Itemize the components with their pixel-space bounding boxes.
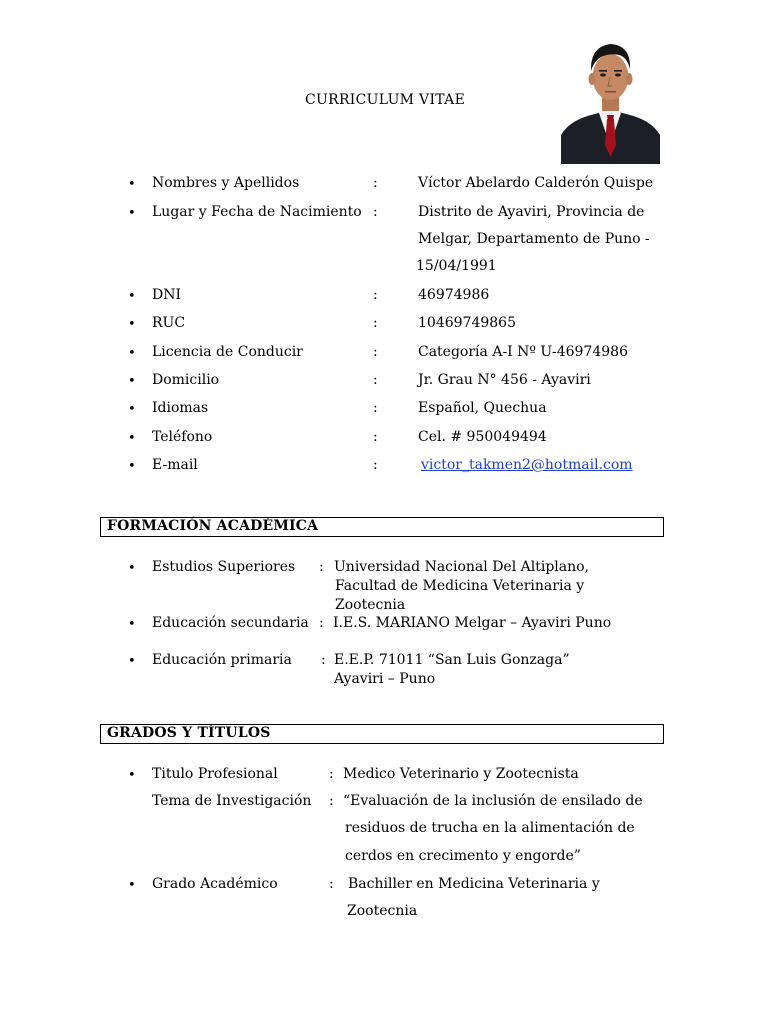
colon: : bbox=[373, 400, 378, 416]
label-idiomas: Idiomas bbox=[152, 400, 209, 416]
bullet: • bbox=[128, 177, 136, 192]
colon: : bbox=[373, 344, 378, 360]
value-superiores-line-3: Zootecnia bbox=[335, 597, 406, 613]
bullet: • bbox=[128, 431, 136, 446]
label-nombres: Nombres y Apellidos bbox=[152, 175, 300, 191]
label-dni: DNI bbox=[152, 287, 182, 303]
colon: : bbox=[319, 615, 324, 631]
bullet: • bbox=[128, 878, 136, 893]
value-tema-line-1: “Evaluación de la inclusión de ensilado de bbox=[343, 793, 643, 809]
value-licencia: Categoría A-I Nº U-46974986 bbox=[418, 344, 628, 360]
label-domicilio: Domicilio bbox=[152, 372, 220, 388]
colon: : bbox=[373, 175, 378, 191]
colon: : bbox=[319, 559, 324, 575]
colon: : bbox=[329, 793, 334, 809]
label-titulo-profesional: Titulo Profesional bbox=[152, 766, 278, 782]
colon: : bbox=[373, 372, 378, 388]
colon: : bbox=[373, 287, 378, 303]
bullet: • bbox=[128, 561, 136, 576]
value-idiomas: Español, Quechua bbox=[418, 400, 547, 416]
label-lugar-fecha: Lugar y Fecha de Nacimiento bbox=[152, 204, 362, 220]
value-primaria-line-1: E.E.P. 71011 “San Luis Gonzaga” bbox=[334, 652, 570, 668]
colon: : bbox=[321, 652, 326, 668]
colon: : bbox=[329, 766, 334, 782]
value-titulo-profesional: Medico Veterinario y Zootecnista bbox=[343, 766, 579, 782]
value-dni: 46974986 bbox=[418, 287, 490, 303]
label-educacion-primaria: Educación primaria bbox=[152, 652, 292, 668]
bullet: • bbox=[128, 374, 136, 389]
value-secundaria: I.E.S. MARIANO Melgar – Ayaviri Puno bbox=[333, 615, 612, 631]
label-tema-investigacion: Tema de Investigación bbox=[152, 793, 312, 809]
section-header-grados bbox=[100, 724, 664, 744]
label-ruc: RUC bbox=[152, 315, 186, 331]
bullet: • bbox=[128, 459, 136, 474]
bullet: • bbox=[128, 289, 136, 304]
colon: : bbox=[329, 876, 334, 892]
value-superiores-line-1: Universidad Nacional Del Altiplano, bbox=[334, 559, 590, 575]
value-ruc: 10469749865 bbox=[418, 315, 516, 331]
email-link[interactable]: victor_takmen2@hotmail.com bbox=[421, 457, 633, 473]
value-lugar-line-2: Melgar, Departamento de Puno - bbox=[418, 231, 650, 247]
value-superiores-line-2: Facultad de Medicina Veterinaria y bbox=[335, 578, 585, 594]
label-email: E-mail bbox=[152, 457, 198, 473]
label-educacion-secundaria: Educación secundaria bbox=[152, 615, 309, 631]
section-title-formacion: FORMACIÓN ACADÉMICA bbox=[107, 518, 319, 534]
value-telefono: Cel. # 950049494 bbox=[418, 429, 547, 445]
value-lugar-line-3: 15/04/1991 bbox=[416, 258, 497, 274]
label-telefono: Teléfono bbox=[152, 429, 213, 445]
value-grado-line-1: Bachiller en Medicina Veterinaria y bbox=[348, 876, 600, 892]
value-tema-line-2: residuos de trucha en la alimentación de bbox=[345, 820, 635, 836]
value-lugar-line-1: Distrito de Ayaviri, Provincia de bbox=[418, 204, 645, 220]
value-domicilio: Jr. Grau N° 456 - Ayaviri bbox=[418, 372, 591, 388]
profile-photo bbox=[561, 35, 660, 164]
bullet: • bbox=[128, 768, 136, 783]
value-grado-line-2: Zootecnia bbox=[347, 903, 418, 919]
bullet: • bbox=[128, 402, 136, 417]
value-nombres: Víctor Abelardo Calderón Quispe bbox=[418, 175, 654, 191]
bullet: • bbox=[128, 206, 136, 221]
document-title: CURRICULUM VITAE bbox=[305, 92, 466, 108]
bullet: • bbox=[128, 346, 136, 361]
value-tema-line-3: cerdos en crecimento y engorde” bbox=[345, 848, 581, 864]
colon: : bbox=[373, 315, 378, 331]
bullet: • bbox=[128, 617, 136, 632]
colon: : bbox=[373, 204, 378, 220]
colon: : bbox=[373, 457, 378, 473]
section-title-grados: GRADOS Y TÍTULOS bbox=[107, 725, 271, 741]
section-header-formacion bbox=[100, 517, 664, 537]
value-primaria-line-2: Ayaviri – Puno bbox=[334, 671, 436, 687]
label-licencia: Licencia de Conducir bbox=[152, 344, 303, 360]
bullet: • bbox=[128, 317, 136, 332]
bullet: • bbox=[128, 654, 136, 669]
label-estudios-superiores: Estudios Superiores bbox=[152, 559, 296, 575]
colon: : bbox=[373, 429, 378, 445]
label-grado-academico: Grado Académico bbox=[152, 876, 278, 892]
